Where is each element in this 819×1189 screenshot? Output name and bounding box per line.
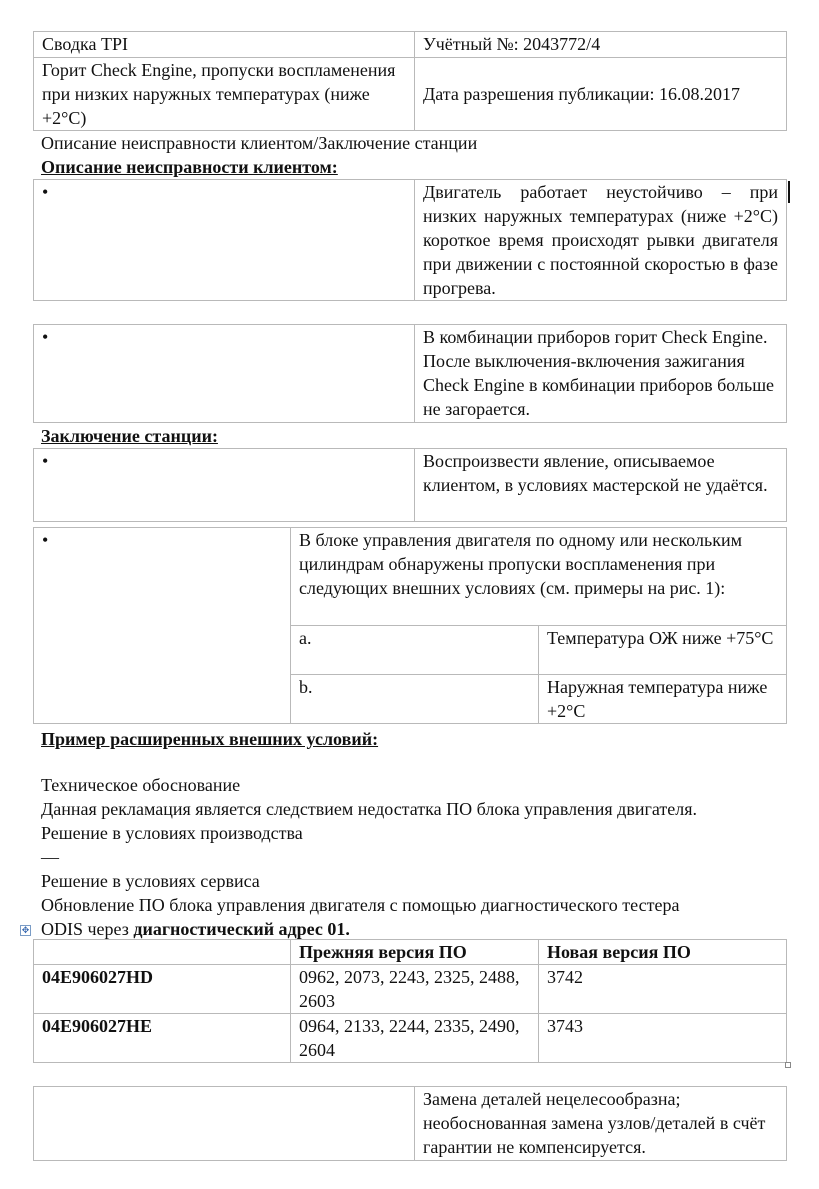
new-version: 3742 — [539, 965, 787, 1014]
software-table — [33, 939, 787, 1063]
complaint-text-1: Двигатель работает неустойчиво – при низких наружных температурах (ниже +2°C) короткое время происходят рывки двигателя при движении с постоянной скоростью в фазе прогрева. — [415, 180, 787, 301]
part-number: 04E906027HD — [34, 965, 291, 1014]
condition-text-a: Температура ОЖ ниже +75°C — [539, 626, 787, 675]
conclusion-text-1: Воспроизвести явление, описываемое клиентом, в условиях мастерской не удаётся. — [415, 449, 787, 522]
complaint-table-1 — [33, 179, 787, 301]
bullet: • — [34, 180, 415, 301]
table-row — [34, 1014, 787, 1063]
header-part — [34, 940, 291, 965]
service-solution-prefix: ODIS через — [41, 919, 134, 939]
old-version: 0962, 2073, 2243, 2325, 2488, 2603 — [291, 965, 539, 1014]
table-row — [34, 965, 787, 1014]
diagnostic-address: диагностический адрес 01. — [133, 919, 350, 939]
conclusion-table-2 — [33, 527, 787, 724]
service-solution-line-2 — [41, 917, 350, 941]
bullet: • — [34, 325, 415, 423]
condition-text-b: Наружная температура ниже +2°C — [539, 675, 787, 724]
parts-note-table — [33, 1086, 787, 1161]
header-old-version: Прежняя версия ПО — [291, 940, 539, 965]
customer-complaint-heading: Описание неисправности клиентом: — [41, 157, 338, 177]
condition-label-a: a. — [291, 626, 539, 675]
technical-basis-text: Данная рекламация является следствием недостатка ПО блока управления двигателя. — [41, 799, 697, 819]
resize-handle-icon[interactable] — [785, 1062, 791, 1068]
condition-label-b: b. — [291, 675, 539, 724]
section-heading: Описание неисправности клиентом/Заключение станции — [41, 133, 478, 153]
publish-date: Дата разрешения публикации: 16.08.2017 — [415, 58, 787, 131]
document-title: Горит Check Engine, пропуски воспламенения при низких наружных температурах (ниже +2°C) — [34, 58, 415, 131]
station-conclusion-heading: Заключение станции: — [41, 426, 218, 446]
empty-cell — [34, 1087, 415, 1161]
technical-basis-heading: Техническое обоснование — [41, 775, 241, 795]
parts-note: Замена деталей нецелесообразна; необоснованная замена узлов/деталей в счёт гарантии не компенсируется. — [415, 1087, 787, 1161]
header-new-version: Новая версия ПО — [539, 940, 787, 965]
production-solution-heading: Решение в условиях производства — [41, 823, 303, 843]
header-table — [33, 31, 787, 131]
text-cursor — [788, 181, 790, 203]
bullet: • — [34, 528, 291, 724]
complaint-table-2 — [33, 324, 787, 423]
part-number: 04E906027HE — [34, 1014, 291, 1063]
example-heading: Пример расширенных внешних условий: — [41, 729, 379, 749]
bullet: • — [34, 449, 415, 522]
move-icon[interactable]: ✥ — [21, 925, 30, 935]
summary-cell: Сводка TPI — [34, 32, 415, 58]
account-number: Учётный №: 2043772/4 — [415, 32, 787, 58]
production-solution-text: — — [41, 847, 59, 867]
new-version: 3743 — [539, 1014, 787, 1063]
service-solution-heading: Решение в условиях сервиса — [41, 871, 260, 891]
service-solution-line-1: Обновление ПО блока управления двигателя с помощью диагностического тестера — [41, 895, 680, 915]
old-version: 0964, 2133, 2244, 2335, 2490, 2604 — [291, 1014, 539, 1063]
complaint-text-2: В комбинации приборов горит Check Engine. После выключения-включения зажигания Check Engine в комбинации приборов больше не загорается. — [415, 325, 787, 423]
conclusion-table-1 — [33, 448, 787, 522]
conclusion-text-2: В блоке управления двигателя по одному или нескольким цилиндрам обнаружены пропуски воспламенения при следующих внешних условиях (см. примеры на рис. 1): — [291, 528, 787, 626]
